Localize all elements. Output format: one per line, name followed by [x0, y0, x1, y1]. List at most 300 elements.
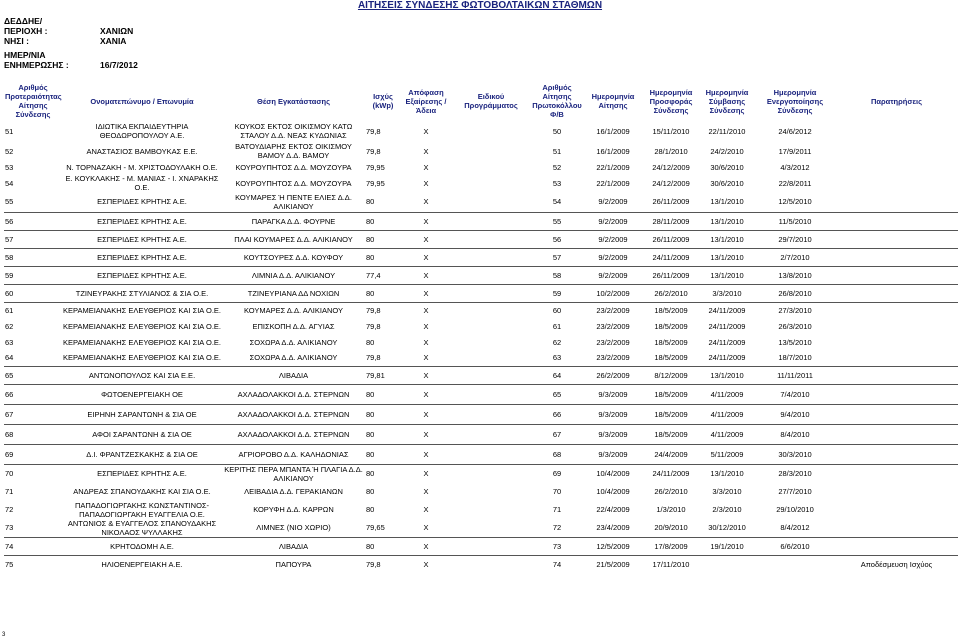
col-exemption-cell: Χ	[423, 126, 429, 136]
region-label: ΠΕΡΙΟΧΗ :	[4, 26, 48, 36]
col-name-cell: ΠΑΠΑΔΟΓΙΩΡΓΑΚΗΣ ΚΩΝΣΤΑΝΤΙΝΟΣ-ΠΑΠΑΔΟΓΙΩΡΓΑΚΗ ΕΥΑΓΓΕΛΙΑ Ο.Ε.	[74, 500, 210, 519]
col-protocol-number-cell: 74	[531, 555, 583, 573]
col-power-cell: 80	[365, 404, 401, 424]
table-row	[4, 424, 958, 444]
col-location-cell: ΚΟΥΤΣΟΥΡΕΣ Δ.Δ. ΚΟΥΦΟΥ	[222, 248, 365, 266]
col-application-date-cell: 9/3/2009	[583, 404, 643, 424]
col-special-program-cell	[451, 230, 531, 248]
col-exemption-cell: Χ	[401, 424, 451, 444]
col-application-date-cell: 22/1/2009	[596, 162, 630, 172]
col-notes-cell	[835, 366, 958, 384]
page-title: ΑΙΤΗΣΕΙΣ ΣΥΝΔΕΣΗΣ ΦΩΤΟΒΟΛΤΑΙΚΩΝ ΣΤΑΘΜΩΝ	[357, 0, 603, 11]
col-priority-number-cell: 54	[5, 178, 14, 188]
col-location-cell: ΠΑΡΑΓΚΑ Δ.Δ. ΦΟΥΡΝΕ	[222, 212, 365, 230]
col-location-header: Θέση Εγκατάστασης	[257, 96, 330, 106]
col-application-date-cell: 23/4/2009	[596, 523, 630, 532]
col-exemption-header: Απόφαση Εξαίρεσης / Άδεια	[405, 87, 447, 115]
col-exemption-cell: Χ	[401, 212, 451, 230]
table-row	[4, 230, 958, 248]
col-location-cell: ΒΑΤΟΥΔΙΑΡΗΣ ΕΚΤΟΣ ΟΙΚΙΣΜΟΥ ΒΑΜΟΥ Δ.Δ. ΒΑΜΟΥ	[235, 142, 352, 160]
col-exemption-cell: Χ	[401, 284, 451, 302]
col-notes-cell	[835, 192, 958, 212]
col-offer-date-cell: 8/12/2009	[643, 366, 699, 384]
table-row	[4, 160, 958, 174]
col-power-cell: 80	[366, 487, 375, 496]
col-power-cell: 79,8	[365, 302, 401, 318]
col-protocol-number-cell: 67	[531, 424, 583, 444]
col-location-cell: ΑΓΡΙΟΡΟΒΟ Δ.Δ. ΚΑΛΗΔΟΝΙΑΣ	[222, 444, 365, 464]
col-offer-date-cell: 18/5/2009	[643, 424, 699, 444]
island-value: ΧΑΝΙΑ	[100, 36, 127, 46]
col-exemption-cell: Χ	[401, 444, 451, 464]
col-notes-cell	[835, 334, 958, 350]
col-application-date-cell: 22/4/2009	[596, 505, 630, 514]
col-activation-date-cell: 24/6/2012	[778, 126, 812, 136]
col-name-cell: Ν. ΤΟΡΝΑΖΑΚΗ - Μ. ΧΡΙΣΤΟΔΟΥΛΑΚΗ Ο.Ε.	[66, 162, 218, 172]
col-priority-number-cell: 71	[5, 487, 14, 496]
col-protocol-number-cell: 71	[552, 505, 562, 514]
col-notes-cell	[835, 266, 958, 284]
col-contract-date-cell: 4/11/2009	[699, 424, 755, 444]
col-notes-cell	[835, 501, 958, 519]
col-special-program-cell	[451, 384, 531, 404]
col-contract-date-cell: 22/11/2010	[708, 126, 746, 136]
col-application-date-cell: 23/2/2009	[596, 353, 630, 363]
col-offer-date-cell: 18/5/2009	[643, 384, 699, 404]
col-application-date-cell: 9/3/2009	[583, 444, 643, 464]
col-name-cell: ΚΕΡΑΜΕΙΑΝΑΚΗΣ ΕΛΕΥΘΕΡΙΟΣ ΚΑΙ ΣΙΑ Ο.Ε.	[63, 321, 221, 331]
col-location-cell: ΣΟΧΩΡΑ Δ.Δ. ΑΛΙΚΙΑΝΟΥ	[249, 337, 338, 347]
col-name-cell: ΑΝΤΩΝΟΠΟΥΛΟΣ ΚΑΙ ΣΙΑ Ε.Ε.	[62, 366, 222, 384]
col-protocol-number-cell: 53	[552, 178, 562, 188]
col-activation-date-cell: 8/4/2010	[755, 424, 835, 444]
col-activation-date-cell	[755, 555, 835, 573]
col-power-cell: 77,4	[365, 266, 401, 284]
col-power-cell: 80	[365, 537, 401, 555]
col-offer-date-cell: 24/12/2009	[652, 162, 690, 172]
col-notes-cell	[835, 160, 958, 174]
col-special-program-cell	[451, 444, 531, 464]
table-row	[4, 212, 958, 230]
col-contract-date-cell: 24/2/2010	[710, 146, 744, 156]
table-row	[4, 334, 958, 350]
col-contract-date-cell: 30/6/2010	[710, 162, 744, 172]
col-application-date-cell: 9/2/2009	[583, 248, 643, 266]
col-name-cell: ΕΣΠΕΡΙΔΕΣ ΚΡΗΤΗΣ Α.Ε.	[62, 248, 222, 266]
col-name-header: Ονοματεπώνυμο / Επωνυμία	[90, 96, 194, 106]
date-value: 16/7/2012	[100, 60, 138, 70]
col-contract-date-cell	[699, 555, 755, 573]
col-power-cell: 80	[365, 284, 401, 302]
col-power-cell: 79,8	[366, 321, 381, 331]
col-notes-cell	[835, 230, 958, 248]
col-special-program-cell	[451, 318, 531, 334]
col-special-program-cell	[451, 266, 531, 284]
col-exemption-cell: Χ	[423, 178, 429, 188]
col-contract-date-cell: 4/11/2009	[699, 384, 755, 404]
col-power-cell: 80	[366, 505, 375, 514]
col-protocol-number-cell: 63	[552, 353, 562, 363]
col-name-cell: ΚΕΡΑΜΕΙΑΝΑΚΗΣ ΕΛΕΥΘΕΡΙΟΣ ΚΑΙ ΣΙΑ Ο.Ε.	[63, 337, 221, 347]
col-power-cell: 80	[365, 464, 401, 483]
col-offer-date-cell: 28/11/2009	[643, 212, 699, 230]
col-location-cell: ΛΙΜΝΕΣ (ΝΙΟ ΧΩΡΙΟ)	[256, 523, 331, 532]
col-exemption-cell: Χ	[401, 230, 451, 248]
col-special-program-cell	[451, 483, 531, 501]
col-priority-number-cell: 63	[5, 337, 14, 347]
col-location-cell: ΑΧΛΑΔΟΛΑΚΚΟΙ Δ.Δ. ΣΤΕΡΝΩΝ	[222, 384, 365, 404]
col-priority-number-cell: 65	[4, 366, 62, 384]
col-application-date-cell: 9/2/2009	[583, 230, 643, 248]
col-contract-date-cell: 24/11/2009	[699, 302, 755, 318]
col-contract-date-cell: 24/11/2009	[708, 353, 746, 363]
col-exemption-cell: Χ	[423, 162, 429, 172]
col-offer-date-cell: 26/11/2009	[643, 266, 699, 284]
col-contract-date-cell: 13/1/2010	[710, 197, 744, 207]
col-protocol-number-cell: 62	[552, 337, 562, 347]
col-special-program-cell	[451, 555, 531, 573]
col-activation-date-cell: 11/5/2010	[755, 212, 835, 230]
col-priority-number-cell: 66	[4, 384, 62, 404]
table-row	[4, 350, 958, 366]
col-location-cell: ΠΛΑΙ ΚΟΥΜΑΡΕΣ Δ.Δ. ΑΛΙΚΙΑΝΟΥ	[222, 230, 365, 248]
col-protocol-number-cell: 61	[552, 321, 562, 331]
date-label-line2: ΕΝΗΜΕΡΩΣΗΣ :	[4, 60, 69, 70]
col-power-cell: 79,65	[366, 523, 385, 532]
col-name-cell: ΕΣΠΕΡΙΔΕΣ ΚΡΗΤΗΣ Α.Ε.	[62, 212, 222, 230]
col-activation-date-cell: 13/8/2010	[755, 266, 835, 284]
col-name-cell: ΕΣΠΕΡΙΔΕΣ ΚΡΗΤΗΣ Α.Ε.	[62, 266, 222, 284]
col-contract-date-cell: 24/11/2009	[708, 321, 746, 331]
col-name-cell: ΕΣΠΕΡΙΔΕΣ ΚΡΗΤΗΣ Α.Ε.	[97, 197, 187, 207]
col-protocol-number-cell: 57	[531, 248, 583, 266]
col-protocol-number-cell: 58	[531, 266, 583, 284]
col-power-cell: 80	[365, 384, 401, 404]
col-activation-date-cell: 13/5/2010	[778, 337, 812, 347]
col-name-cell: ΕΣΠΕΡΙΔΕΣ ΚΡΗΤΗΣ Α.Ε.	[62, 230, 222, 248]
col-location-cell: ΑΧΛΑΔΟΛΑΚΚΟΙ Δ.Δ. ΣΤΕΡΝΩΝ	[222, 404, 365, 424]
table-row	[4, 248, 958, 266]
col-power-cell: 79,8	[365, 555, 401, 573]
col-power-cell: 80	[365, 212, 401, 230]
col-special-program-cell	[451, 212, 531, 230]
col-power-cell: 80	[366, 337, 375, 347]
col-special-program-cell	[451, 120, 531, 142]
col-notes-cell	[835, 212, 958, 230]
col-exemption-cell: Χ	[423, 337, 429, 347]
col-name-cell: Δ.Ι. ΦΡΑΝΤΖΕΣΚΑΚΗΣ & ΣΙΑ ΟΕ	[62, 444, 222, 464]
col-priority-number-cell: 73	[5, 523, 14, 532]
col-special-program-cell	[451, 404, 531, 424]
col-notes-cell	[835, 248, 958, 266]
table-row	[4, 483, 958, 501]
col-name-cell: ΕΙΡΗΝΗ ΣΑΡΑΝΤΩΝΗ & ΣΙΑ ΟΕ	[62, 404, 222, 424]
col-priority-number-cell: 55	[5, 197, 14, 207]
col-offer-date-cell: 24/12/2009	[652, 178, 690, 188]
col-protocol-number-cell: 70	[552, 487, 562, 496]
col-application-date-cell: 21/5/2009	[583, 555, 643, 573]
col-location-cell: ΚΟΥΚΟΣ ΕΚΤΟΣ ΟΙΚΙΣΜΟΥ ΚΑΤΩ ΣΤΑΛΟΥ Δ.Δ. ΝΕΑΣ ΚΥΔΩΝΙΑΣ	[234, 122, 353, 140]
col-protocol-number-cell: 65	[531, 384, 583, 404]
col-exemption-cell: Χ	[401, 366, 451, 384]
col-priority-number-cell: 51	[5, 126, 14, 136]
col-location-cell: ΛΙΒΑΔΙΑ	[222, 366, 365, 384]
col-priority-number-header: Αριθμός Προτεραιότητας Αίτησης Σύνδεσης	[5, 83, 62, 119]
department-label: ΔΕΔΔΗΕ/	[4, 16, 43, 26]
col-notes-cell: Αποδέσμευση Ισχύος	[835, 555, 958, 573]
col-exemption-cell: Χ	[401, 555, 451, 573]
col-protocol-number-cell: 64	[531, 366, 583, 384]
col-offer-date-header: Ημερομηνία Προσφοράς Σύνδεσης	[649, 87, 693, 115]
col-location-cell: ΤΖΙΝΕΥΡΙΑΝΑ ΔΔ ΝΟΧΙΩΝ	[222, 284, 365, 302]
col-offer-date-cell: 1/3/2010	[656, 505, 686, 514]
col-application-date-cell: 23/2/2009	[596, 321, 630, 331]
col-notes-cell	[835, 404, 958, 424]
col-contract-date-cell: 2/3/2010	[712, 505, 742, 514]
col-priority-number-cell: 59	[4, 266, 62, 284]
col-offer-date-cell: 28/1/2010	[654, 146, 688, 156]
col-offer-date-cell: 18/5/2009	[643, 404, 699, 424]
col-location-cell: ΚΟΡΥΦΗ Δ.Δ. ΚΑΡΡΩΝ	[253, 505, 334, 514]
table-header-row	[4, 82, 958, 120]
col-activation-date-cell: 18/7/2010	[778, 353, 812, 363]
col-exemption-cell: Χ	[423, 353, 429, 363]
col-contract-date-header: Ημερομηνία Σύμβασης Σύνδεσης	[705, 87, 749, 115]
col-activation-date-cell: 2/7/2010	[755, 248, 835, 266]
col-special-program-cell	[451, 142, 531, 160]
col-notes-cell	[835, 444, 958, 464]
col-notes-cell	[835, 464, 958, 483]
col-exemption-cell: Χ	[401, 464, 451, 483]
col-application-date-cell: 9/2/2009	[583, 212, 643, 230]
col-activation-date-cell: 27/7/2010	[778, 487, 812, 496]
date-label-line1: ΗΜΕΡ/ΝΙΑ	[4, 50, 46, 60]
col-notes-cell	[835, 142, 958, 160]
col-special-program-cell	[451, 248, 531, 266]
col-power-cell: 80	[365, 424, 401, 444]
col-priority-number-cell: 56	[4, 212, 62, 230]
col-application-date-cell: 26/2/2009	[583, 366, 643, 384]
col-contract-date-cell: 4/11/2009	[699, 404, 755, 424]
col-application-date-cell: 9/3/2009	[583, 424, 643, 444]
col-power-cell: 80	[365, 444, 401, 464]
col-offer-date-cell: 24/11/2009	[643, 248, 699, 266]
col-activation-date-cell: 29/10/2010	[776, 505, 814, 514]
col-special-program-cell	[451, 424, 531, 444]
col-location-cell: ΛΙΒΑΔΙΑ	[222, 537, 365, 555]
col-contract-date-cell: 3/3/2010	[712, 487, 742, 496]
col-notes-cell	[835, 174, 958, 192]
col-exemption-cell: Χ	[401, 248, 451, 266]
col-activation-date-cell: 26/3/2010	[778, 321, 812, 331]
col-priority-number-cell: 53	[5, 162, 14, 172]
col-exemption-cell: Χ	[401, 266, 451, 284]
col-offer-date-cell: 18/5/2009	[654, 353, 688, 363]
table-row	[4, 302, 958, 318]
col-special-program-cell	[451, 284, 531, 302]
col-protocol-number-cell: 73	[531, 537, 583, 555]
col-offer-date-cell: 26/11/2009	[652, 197, 690, 207]
col-protocol-number-cell: 69	[531, 464, 583, 483]
col-name-cell: ΕΣΠΕΡΙΔΕΣ ΚΡΗΤΗΣ Α.Ε.	[62, 464, 222, 483]
col-notes-cell	[835, 350, 958, 366]
col-offer-date-cell: 18/5/2009	[654, 321, 688, 331]
col-location-cell: ΛΙΜΝΙΑ Δ.Δ. ΑΛΙΚΙΑΝΟΥ	[222, 266, 365, 284]
col-application-date-cell: 9/3/2009	[583, 384, 643, 404]
col-activation-date-cell: 6/6/2010	[755, 537, 835, 555]
col-power-cell: 80	[365, 230, 401, 248]
col-offer-date-cell: 17/8/2009	[643, 537, 699, 555]
page-number: 3	[2, 632, 6, 638]
col-power-cell: 80	[365, 248, 401, 266]
col-protocol-number-cell: 52	[552, 162, 562, 172]
col-special-program-cell	[451, 350, 531, 366]
col-name-cell: Ε. ΚΟΥΚΛΑΚΗΣ - Μ. ΜΑΝΙΑΣ - Ι. ΧΝΑΡΑΚΗΣ Ο.Ε.	[65, 174, 219, 192]
col-contract-date-cell: 13/1/2010	[699, 230, 755, 248]
col-offer-date-cell: 26/2/2010	[643, 284, 699, 302]
col-protocol-number-cell: 68	[531, 444, 583, 464]
col-contract-date-cell: 13/1/2010	[699, 212, 755, 230]
col-contract-date-cell: 30/6/2010	[710, 178, 744, 188]
table-row	[4, 519, 958, 538]
col-notes-cell	[835, 302, 958, 318]
col-application-date-cell: 22/1/2009	[596, 178, 630, 188]
col-protocol-number-cell: 66	[531, 404, 583, 424]
col-notes-cell	[835, 537, 958, 555]
col-activation-date-cell: 8/4/2012	[780, 523, 810, 532]
col-activation-date-cell: 17/9/2011	[778, 146, 812, 156]
col-location-cell: ΚΟΥΡΟΥΠΗΤΟΣ Δ.Δ. ΜΟΥΖΟΥΡΑ	[235, 162, 352, 172]
table-row	[4, 384, 958, 404]
col-offer-date-cell: 18/5/2009	[654, 337, 688, 347]
col-activation-date-header: Ημερομηνία Ενεργοποίησης Σύνδεσης	[766, 87, 824, 115]
col-notes-cell	[835, 519, 958, 538]
col-exemption-cell: Χ	[401, 302, 451, 318]
col-special-program-cell	[451, 192, 531, 212]
col-activation-date-cell: 28/3/2010	[755, 464, 835, 483]
col-name-cell: ΤΖΙΝΕΥΡΑΚΗΣ ΣΤΥΛΙΑΝΟΣ & ΣΙΑ Ο.Ε.	[62, 284, 222, 302]
col-power-cell: 80	[366, 197, 375, 207]
applications-table	[4, 82, 958, 573]
col-location-cell: ΠΑΠΟΥΡΑ	[222, 555, 365, 573]
col-offer-date-cell: 24/4/2009	[643, 444, 699, 464]
col-power-cell: 79,8	[366, 146, 381, 156]
col-offer-date-cell: 15/11/2010	[652, 126, 690, 136]
col-protocol-number-cell: 51	[552, 146, 562, 156]
col-exemption-cell: Χ	[401, 404, 451, 424]
col-priority-number-cell: 64	[5, 353, 14, 363]
col-activation-date-cell: 29/7/2010	[755, 230, 835, 248]
col-contract-date-cell: 24/11/2009	[708, 337, 746, 347]
table-row	[4, 284, 958, 302]
col-special-program-cell	[451, 160, 531, 174]
col-notes-cell	[835, 483, 958, 501]
col-protocol-number-cell: 60	[531, 302, 583, 318]
col-offer-date-cell: 17/11/2010	[643, 555, 699, 573]
col-priority-number-cell: 58	[4, 248, 62, 266]
table-row	[4, 142, 958, 160]
col-activation-date-cell: 12/5/2010	[778, 197, 812, 207]
col-application-date-cell: 9/2/2009	[598, 197, 628, 207]
col-special-program-cell	[451, 464, 531, 483]
col-exemption-cell: Χ	[423, 487, 429, 496]
col-priority-number-cell: 68	[4, 424, 62, 444]
col-application-date-cell: 16/1/2009	[596, 146, 630, 156]
col-application-date-cell: 16/1/2009	[596, 126, 630, 136]
col-notes-cell	[835, 120, 958, 142]
col-special-program-cell	[451, 501, 531, 519]
col-notes-cell	[835, 318, 958, 334]
col-location-cell: ΛΕΙΒΑΔΙΑ Δ.Δ. ΓΕΡΑΚΙΑΝΩΝ	[244, 487, 343, 496]
col-priority-number-cell: 75	[4, 555, 62, 573]
col-contract-date-cell: 13/1/2010	[699, 366, 755, 384]
island-label: ΝΗΣΙ :	[4, 36, 29, 46]
col-activation-date-cell: 22/8/2011	[778, 178, 812, 188]
table-row	[4, 444, 958, 464]
col-activation-date-cell: 9/4/2010	[755, 404, 835, 424]
table-row	[4, 404, 958, 424]
col-power-cell: 79,81	[365, 366, 401, 384]
col-location-cell: ΚΕΡΙΤΗΣ ΠΕΡΑ ΜΠΑΝΤΑ Ή ΠΛΑΓΙΑ Δ.Δ. ΑΛΙΚΙΑΝΟΥ	[222, 464, 365, 483]
col-contract-date-cell: 30/12/2010	[708, 523, 746, 532]
col-priority-number-cell: 61	[4, 302, 62, 318]
col-special-program-cell	[451, 334, 531, 350]
col-application-date-cell: 9/2/2009	[583, 266, 643, 284]
col-exemption-cell: Χ	[423, 321, 429, 331]
col-priority-number-cell: 69	[4, 444, 62, 464]
col-contract-date-cell: 13/1/2010	[699, 248, 755, 266]
col-application-date-cell: 10/2/2009	[583, 284, 643, 302]
col-name-cell: ΙΔΙΩΤΙΚΑ ΕΚΠΑΙΔΕΥΤΗΡΙΑ ΘΕΟΔΩΡΟΠΟΥΛΟΥ Α.Ε.	[95, 122, 189, 140]
col-application-date-cell: 10/4/2009	[596, 487, 630, 496]
col-power-cell: 79,8	[366, 353, 381, 363]
col-priority-number-cell: 57	[4, 230, 62, 248]
col-name-cell: ΑΝΤΩΝΙΟΣ & ΕΥΑΓΓΕΛΟΣ ΣΠΑΝΟΥΔΑΚΗΣ ΝΙΚΟΛΑΟΣ ΨΥΛΛΑΚΗΣ	[67, 518, 217, 537]
col-name-cell: ΑΝΑΣΤΑΣΙΟΣ ΒΑΜΒΟΥΚΑΣ Ε.Ε.	[86, 146, 198, 156]
col-activation-date-cell: 27/3/2010	[755, 302, 835, 318]
col-notes-cell	[835, 424, 958, 444]
col-activation-date-cell: 26/8/2010	[755, 284, 835, 302]
col-name-cell: ΑΦΟΙ ΣΑΡΑΝΤΩΝΗ & ΣΙΑ ΟΕ	[62, 424, 222, 444]
col-priority-number-cell: 60	[4, 284, 62, 302]
col-location-cell: ΕΠΙΣΚΟΠΗ Δ.Δ. ΑΓΥΙΑΣ	[252, 321, 335, 331]
document-header	[4, 16, 220, 70]
col-activation-date-cell: 11/11/2011	[755, 366, 835, 384]
col-offer-date-cell: 20/9/2010	[654, 523, 688, 532]
col-location-cell: ΚΟΥΡΟΥΠΗΤΟΣ Δ.Δ. ΜΟΥΖΟΥΡΑ	[235, 178, 352, 188]
table-row	[4, 555, 958, 573]
table-row	[4, 537, 958, 555]
col-exemption-cell: Χ	[401, 537, 451, 555]
col-priority-number-cell: 67	[4, 404, 62, 424]
table-row	[4, 192, 958, 212]
col-location-cell: ΣΟΧΩΡΑ Δ.Δ. ΑΛΙΚΙΑΝΟΥ	[249, 353, 338, 363]
col-name-cell: ΚΡΗΤΟΔΟΜΗ Α.Ε.	[62, 537, 222, 555]
col-power-cell: 79,95	[366, 178, 385, 188]
col-activation-date-cell: 7/4/2010	[755, 384, 835, 404]
col-special-program-cell	[451, 537, 531, 555]
col-activation-date-cell: 30/3/2010	[755, 444, 835, 464]
table-row	[4, 120, 958, 142]
col-protocol-number-cell: 55	[531, 212, 583, 230]
col-priority-number-cell: 52	[5, 146, 14, 156]
col-contract-date-cell: 19/1/2010	[699, 537, 755, 555]
col-location-cell: ΚΟΥΜΑΡΕΣ Ή ΠΕΝΤΕ ΕΛΙΕΣ Δ.Δ. ΑΛΙΚΙΑΝΟΥ	[235, 192, 352, 211]
col-priority-number-cell: 62	[5, 321, 14, 331]
col-special-program-header: Ειδικού Προγράμματος	[464, 92, 518, 110]
table-row	[4, 174, 958, 192]
col-protocol-number-header: Αριθμός Αίτησης Πρωτοκόλλου Φ/Β	[532, 83, 582, 119]
